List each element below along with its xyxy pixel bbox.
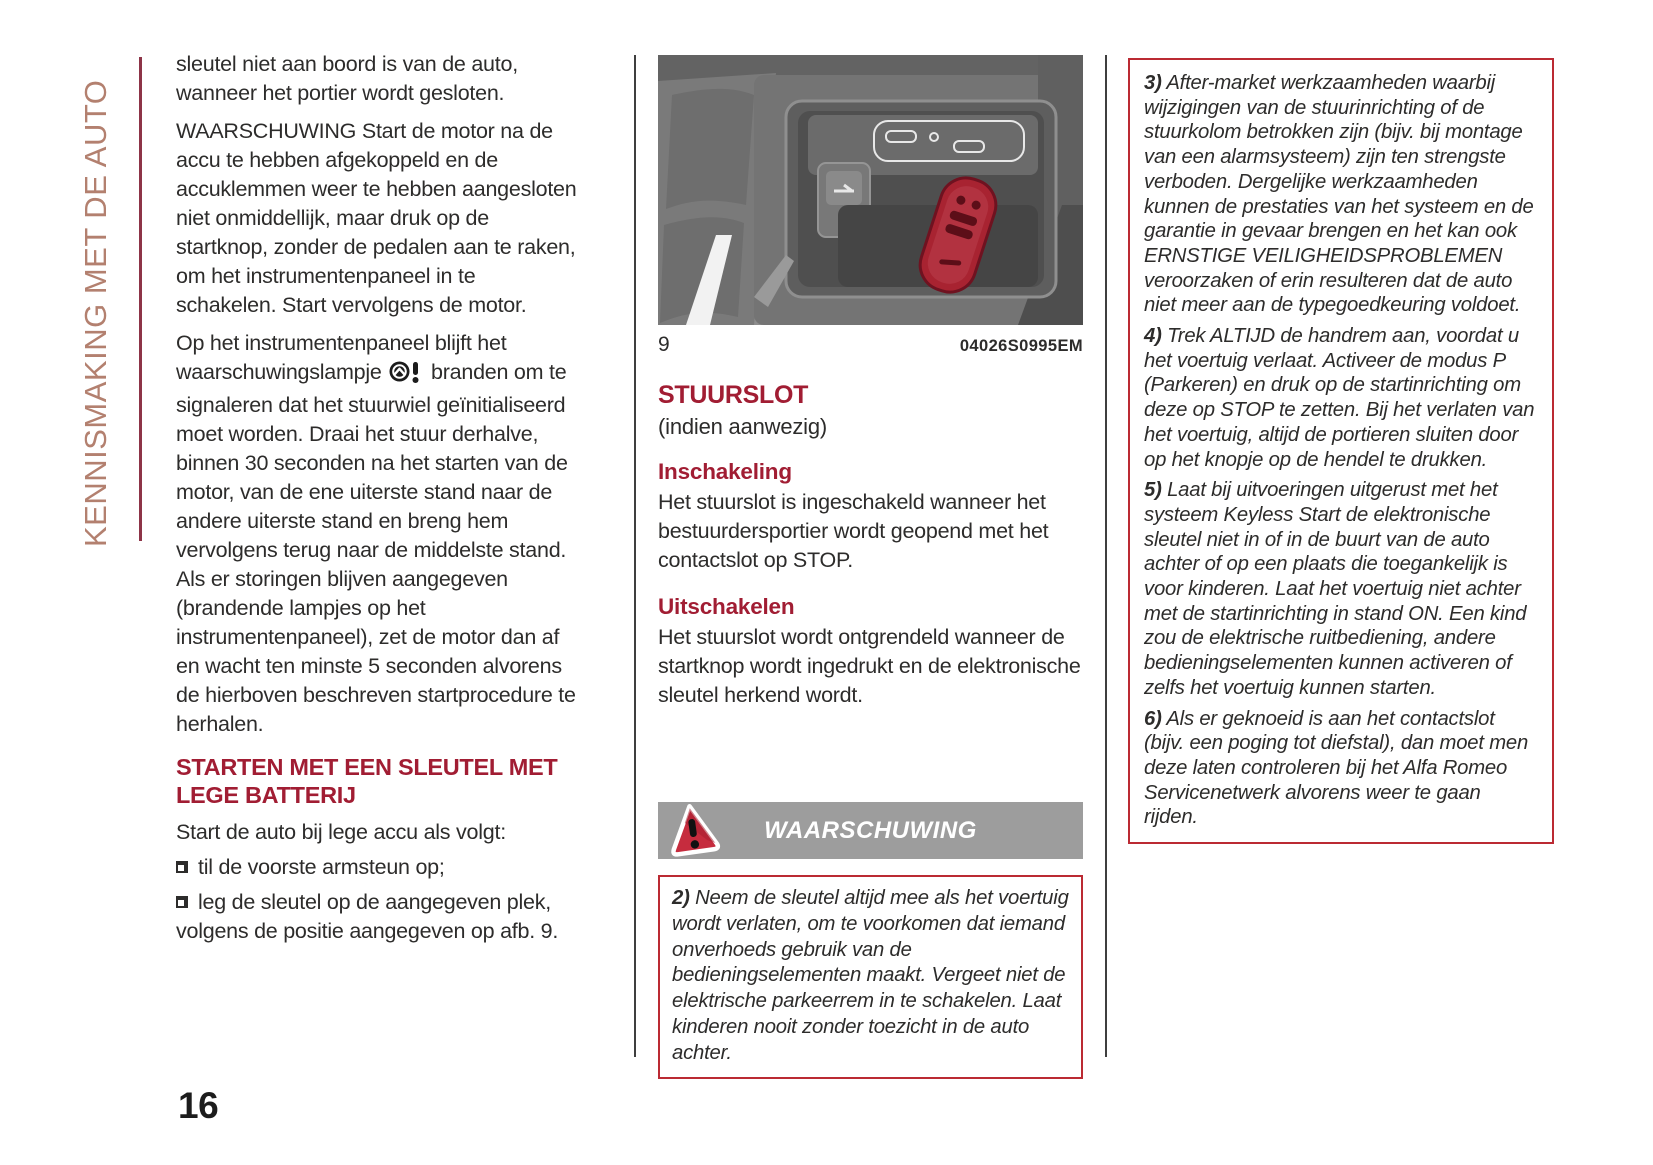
note-text: Als er geknoeid is aan het contactslot (bijv. een poging tot diefstal), dan moet men deze laten controleren bij het Alfa Romeo Servicenetwerk alvorens weer te gaan rijden. xyxy=(1144,707,1529,829)
note-number: 5) xyxy=(1144,479,1162,502)
sidebar-rule xyxy=(139,57,142,541)
note-text: After-market werkzaamheden waarbij wijzigingen van de stuurinrichting of de stuurkolom betrokken zijn (bijv. bij montage van een alarmsysteem) zijn ten strengste verboden. Dergelijke werkzaamheden kunnen de prestaties van het systeem en de garantie in gevaar brengen en het kan ook ERNSTIGE VEILIGHEIDSPROBLEMEN veroorzaken of erin resulteren dat de auto niet meer aan de typegoedkeuring voldoet. xyxy=(1144,72,1534,317)
note-number: 6) xyxy=(1144,707,1162,730)
note-number: 4) xyxy=(1144,325,1162,348)
note-text: Laat bij uitvoeringen uitgerust met het systeem Keyless Start de elektronische sleutel niet in of in de buurt van de auto achter of op een plaats die toegankelijk is voor kinderen. Laat het voertuig niet achter met de startinrichting in stand ON. Een kind zou de elektrische ruitbediening, andere bedieningselementen kunnen activeren of zelfs het voertuig kunnen starten. xyxy=(1144,479,1527,699)
paragraph: Start de auto bij lege accu als volgt: xyxy=(176,820,506,844)
chapter-sidebar-label: KENNISMAKING MET DE AUTO xyxy=(78,79,113,547)
left-column xyxy=(176,50,578,946)
note-item xyxy=(1144,71,1538,318)
console-key-photo xyxy=(658,55,1083,325)
column-divider xyxy=(634,55,636,1057)
note-number: 3) xyxy=(1144,72,1162,94)
figure-caption xyxy=(658,333,1083,357)
warning-banner xyxy=(658,802,1083,859)
paragraph: WAARSCHUWING Start de motor na de accu te hebben afgekoppeld en de accuklemmen weer te hebben aangesloten niet onmiddellijk, maar druk op de startknop, zonder de pedalen aan te raken, om het instrumentenpaneel in te schakelen. Start vervolgens de motor. xyxy=(176,119,577,317)
middle-column xyxy=(658,55,1083,710)
subsection-heading: Uitschakelen xyxy=(658,594,795,619)
note-item xyxy=(1144,324,1538,472)
square-bullet-icon xyxy=(176,896,188,908)
steering-wheel-warning-icon xyxy=(389,360,423,391)
safety-notes-box xyxy=(1128,58,1554,844)
section-heading: STARTEN MET EEN SLEUTEL MET LEGE BATTERIJ xyxy=(176,754,558,808)
note-item xyxy=(1144,707,1538,831)
page-number: 16 xyxy=(178,1085,219,1126)
warning-triangle-icon xyxy=(662,800,724,867)
note-text: Trek ALTIJD de handrem aan, voordat u het voertuig verlaat. Activeer de modus P (Parkeren) en druk op de startinrichting om deze op STOP te zetten. Bij het verlaten van het voertuig, altijd de portieren sluiten door op het knopje op de hendel te drukken. xyxy=(1144,325,1535,471)
paragraph: sleutel niet aan boord is van de auto, wanneer het portier wordt gesloten. xyxy=(176,52,518,105)
figure-code: 04026S0995EM xyxy=(959,337,1083,355)
column-divider xyxy=(1105,55,1107,1057)
paragraph: Het stuurslot wordt ontgrendeld wanneer de startknop wordt ingedrukt en de elektronische sleutel herkend wordt. xyxy=(658,625,1081,707)
list-item: til de voorste armsteun op; xyxy=(176,853,578,882)
paragraph: Op het instrumentenpaneel blijft het waarschuwingslampje branden om te signaleren dat het stuurwiel geïnitialiseerd moet worden. Draai het stuur derhalve, binnen 30 seconden na het starten van de motor, van de ene uiterste stand naar de andere uiterste stand en breng hem vervolgens terug naar de middelste stand. Als er storingen blijven aangegeven (brandende lampjes op het instrumentenpaneel), zet de motor dan af en wacht ten minste 5 seconden alvorens de hierboven beschreven startprocedure te herhalen. xyxy=(176,331,576,736)
figure-number: 9 xyxy=(658,333,670,356)
section-note: (indien aanwezig) xyxy=(658,414,828,439)
note-text: Neem de sleutel altijd mee als het voertuig wordt verlaten, om te voorkomen dat iemand onverhoeds gebruik van de bedieningselementen maakt. Vergeet niet de elektrische parkeerrem in te schakelen. Laat kinderen nooit zonder toezicht in de auto achter. xyxy=(672,887,1069,1064)
paragraph: Het stuurslot is ingeschakeld wanneer het bestuurdersportier wordt geopend met het contactslot op STOP. xyxy=(658,490,1049,572)
subsection-heading: Inschakeling xyxy=(658,459,792,484)
warning-note-box xyxy=(658,875,1083,1079)
warning-banner-title: WAARSCHUWING xyxy=(764,817,977,844)
section-title: STUURSLOT xyxy=(658,381,809,409)
note-number: 2) xyxy=(672,887,690,909)
square-bullet-icon xyxy=(176,861,188,873)
note-item xyxy=(1144,478,1538,700)
list-item: leg de sleutel op de aangegeven plek, volgens de positie aangegeven op afb. 9. xyxy=(176,890,559,943)
